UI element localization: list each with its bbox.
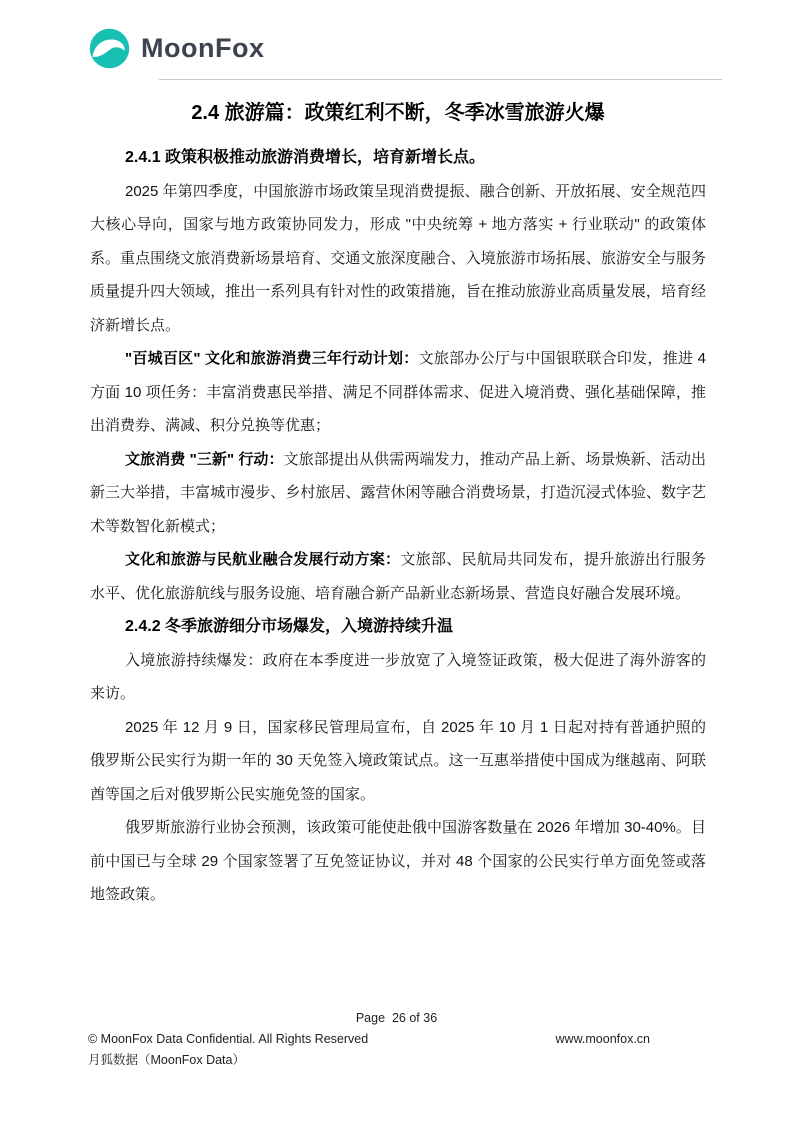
paragraph (90, 175, 706, 343)
paragraph (90, 811, 706, 912)
section-heading: 2.4.1 政策积极推动旅游消费增长，培育新增长点。 (125, 149, 486, 166)
paragraph-text: 文旅部、民航局共同发布，提升旅游出行服务水平、优化旅游航线与服务设施、培育融合新产品新业态新场景、营造良好融合发展环境。 (90, 551, 706, 602)
paragraph-lead: 文旅消费 "三新" 行动： (125, 450, 284, 468)
paragraph-text: 入境旅游持续爆发：政府在本季度进一步放宽了入境签证政策，极大促进了海外游客的来访。 (90, 651, 706, 702)
brand-line: 月狐数据（MoonFox Data） (88, 1053, 245, 1067)
moonfox-logo-icon (88, 27, 131, 70)
page-footer (0, 1008, 793, 1071)
website-link[interactable]: www.moonfox.cn (555, 1032, 650, 1046)
paragraph-text: 2025 年第四季度，中国旅游市场政策呈现消费提振、融合创新、开放拓展、安全规范四大核心导向，国家与地方政策协同发力，形成 "中央统筹 + 地方落实 + 行业联动" 的政策体系。重点围绕文旅消费新场景培育、交通文旅深度融合、入境旅游市场拓展、旅游安全与服务质量提升四大领域，推出一系列具有针对性的政策措施，旨在推动旅游业高质量发展，培育经济新增长点。 (90, 182, 706, 334)
paragraph (90, 443, 706, 544)
logo-wordmark: MoonFox (141, 32, 265, 63)
section-heading: 2.4.2 冬季旅游细分市场爆发，入境游持续升温 (125, 618, 454, 635)
paragraph-text: 2025 年 12 月 9 日，国家移民管理局宣布，自 2025 年 10 月 1 日起对持有普通护照的俄罗斯公民实行为期一年的 30 天免签入境政策试点。这一互惠举措使中国成为继越南、阿联酋等国之后对俄罗斯公民实施免签的国家。 (90, 718, 706, 803)
footer-row (0, 1029, 793, 1050)
document-body (0, 80, 793, 912)
paragraph-text: 文旅部提出从供需两端发力，推动产品上新、场景焕新、活动出新三大举措，丰富城市漫步、乡村旅居、露营休闲等融合消费场景，打造沉浸式体验、数字艺术等数智化新模式； (90, 450, 706, 535)
paragraph (90, 711, 706, 812)
paragraph (90, 342, 706, 443)
section-2-4-2 (90, 610, 706, 912)
paragraph (90, 644, 706, 711)
paragraph-text: 文旅部办公厅与中国银联联合印发，推进 4 方面 10 项任务：丰富消费惠民举措、满足不同群体需求、促进入境消费、强化基础保障，推出消费券、满减、积分兑换等优惠； (90, 350, 706, 434)
section-2-4-1 (90, 141, 706, 610)
moonfox-logo (88, 26, 793, 70)
paragraph (90, 543, 706, 610)
paragraph-lead: "百城百区" 文化和旅游消费三年行动计划： (125, 350, 419, 367)
paragraph-text: 俄罗斯旅游行业协会预测，该政策可能使赴俄中国游客数量在 2026 年增加 30-40%。目前中国已与全球 29 个国家签署了互免签证协议，并对 48 个国家的公民实行单方面免签或落地签政策。 (90, 819, 706, 903)
copyright-text: © MoonFox Data Confidential. All Rights Reserved (88, 1032, 369, 1046)
paragraph-lead: 文化和旅游与民航业融合发展行动方案： (125, 551, 401, 568)
page-number: Page 26 of 36 (355, 1011, 438, 1025)
page-header (0, 0, 793, 80)
page-title: 2.4 旅游篇：政策红利不断，冬季冰雪旅游火爆 (191, 102, 605, 124)
